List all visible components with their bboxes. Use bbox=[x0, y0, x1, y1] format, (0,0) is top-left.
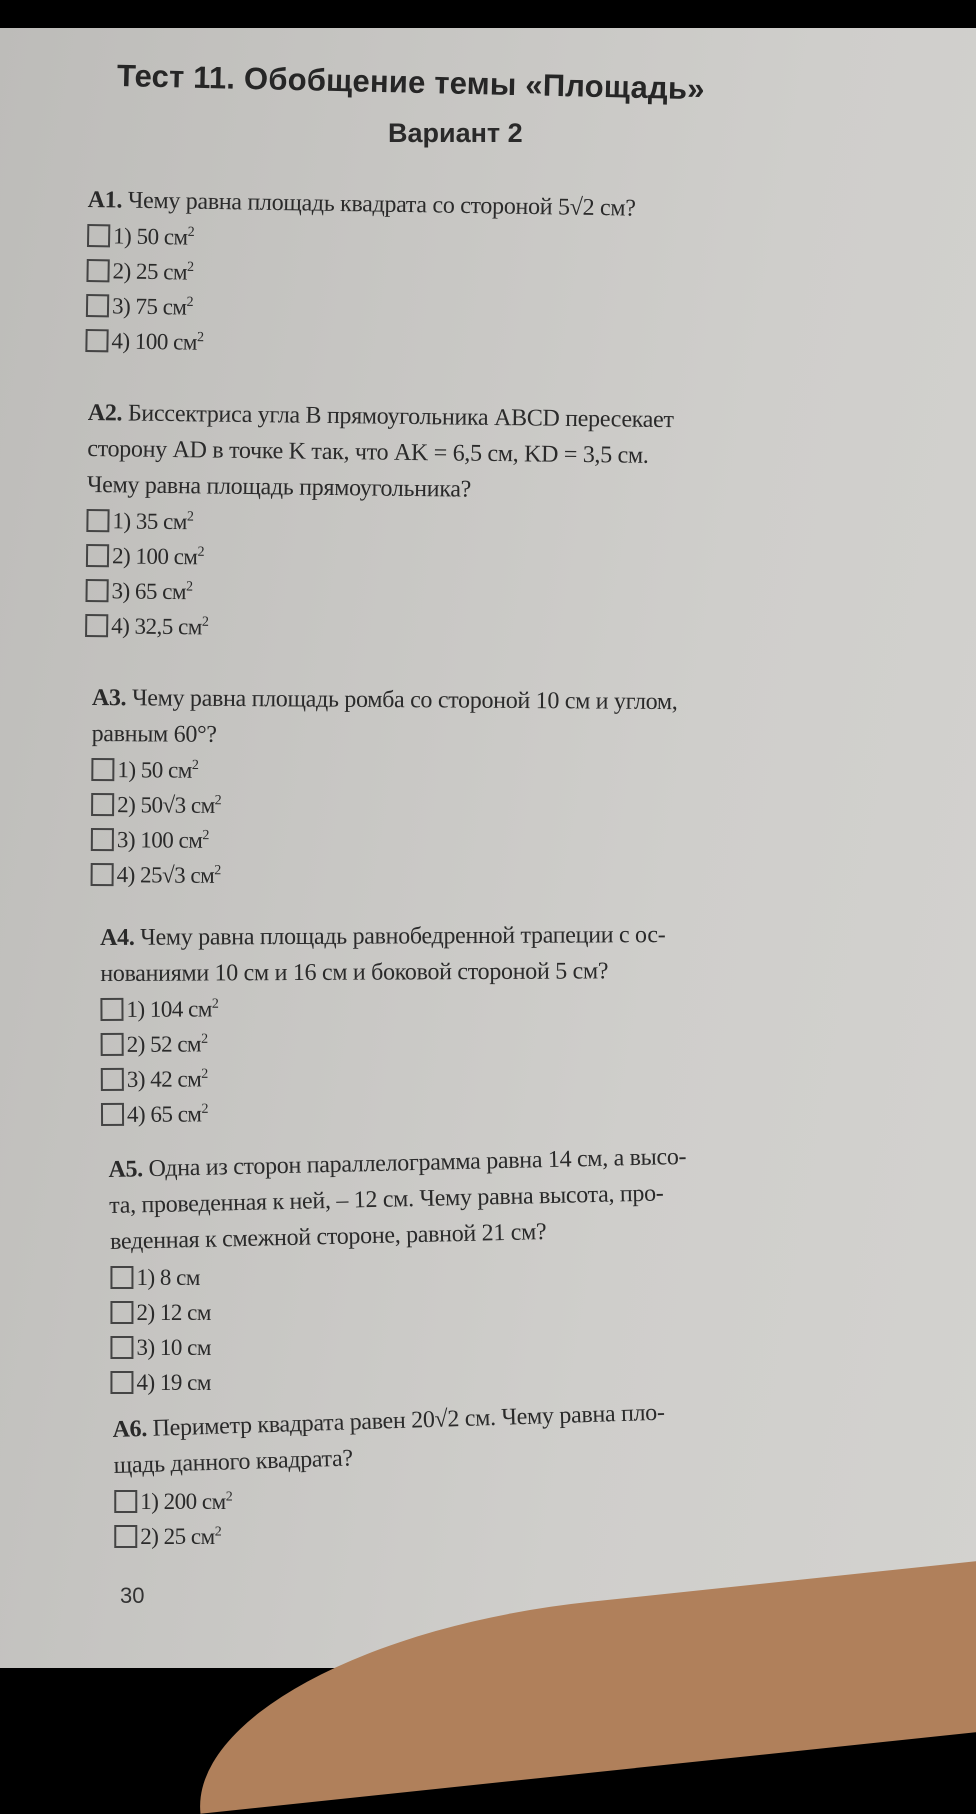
question-number: А6. bbox=[112, 1415, 148, 1443]
table-surface bbox=[183, 1559, 976, 1814]
answer-option[interactable]: 3) 65 $см^2$ bbox=[85, 573, 885, 618]
checkbox[interactable] bbox=[101, 1033, 124, 1056]
question-number: А1. bbox=[87, 186, 123, 214]
checkbox[interactable] bbox=[86, 509, 109, 532]
question-a6 bbox=[112, 1387, 916, 1554]
checkbox[interactable] bbox=[110, 1266, 133, 1289]
checkbox[interactable] bbox=[110, 1371, 133, 1394]
question-a5 bbox=[108, 1134, 913, 1400]
checkbox[interactable] bbox=[114, 1525, 137, 1548]
question-a1 bbox=[85, 182, 888, 371]
answer-option[interactable]: 2) 52 $см^2$ bbox=[101, 1023, 901, 1062]
checkbox[interactable] bbox=[85, 579, 108, 602]
answer-options bbox=[85, 218, 887, 371]
top-black-bar bbox=[0, 0, 976, 28]
answer-options bbox=[85, 503, 887, 653]
answer-option[interactable]: 1) 8 см bbox=[110, 1260, 910, 1295]
answer-option[interactable]: 2) 25 $см^2$ bbox=[114, 1519, 914, 1554]
checkbox[interactable] bbox=[110, 1336, 133, 1359]
question-a4 bbox=[100, 916, 901, 1132]
answer-option[interactable]: 2) 100 $см^2$ bbox=[86, 538, 886, 583]
answer-option[interactable]: 3) 10 см bbox=[110, 1330, 910, 1365]
answer-option[interactable]: 4) 100 $см^2$ bbox=[85, 323, 885, 371]
answer-options bbox=[100, 988, 901, 1132]
answer-option[interactable]: 2) 25 $см^2$ bbox=[86, 253, 886, 301]
checkbox[interactable] bbox=[91, 793, 114, 816]
question-text: Чему равна площадь ромба со стороной 10 см и углом, равным 60°? bbox=[91, 685, 678, 748]
answer-option[interactable]: 1) 200 $см^2$ bbox=[114, 1484, 914, 1519]
checkbox[interactable] bbox=[91, 828, 114, 851]
answer-option[interactable]: 4) 19 см bbox=[110, 1365, 910, 1400]
answer-option[interactable]: 4) 32,5 $см^2$ bbox=[85, 608, 885, 653]
question-number: А2. bbox=[87, 399, 123, 427]
answer-option[interactable]: 1) 104 $см^2$ bbox=[100, 988, 900, 1027]
question-number: А4. bbox=[100, 924, 135, 951]
question-text: Периметр квадрата равен 20√2 см. Чему равна пло- щадь данного квадрата? bbox=[113, 1399, 665, 1479]
question-text: Чему равна площадь квадрата со стороной 5√2 см? bbox=[127, 187, 636, 222]
checkbox[interactable] bbox=[85, 329, 108, 352]
answer-option[interactable]: 3) 100 $см^2$ bbox=[91, 822, 891, 863]
answer-option[interactable]: 1) 50 $см^2$ bbox=[91, 752, 891, 793]
checkbox[interactable] bbox=[100, 998, 123, 1021]
question-number: А5. bbox=[108, 1156, 144, 1183]
checkbox[interactable] bbox=[85, 614, 108, 637]
question-text: Биссектриса угла B прямоугольника ABCD пересекает сторону AD в точке K так, что AK = 6,5 см, KD = 3,5 см. Чему равна площадь прямоугольника? bbox=[86, 400, 674, 503]
checkbox[interactable] bbox=[114, 1490, 137, 1513]
question-text: Одна из сторон параллелограмма равна 14 см, а высо- та, проведенная к ней, – 12 см. Чему равна высота, про- веденная к смежной стороне, равной 21 см? bbox=[108, 1143, 687, 1255]
checkbox[interactable] bbox=[86, 294, 109, 317]
answer-option[interactable]: 3) 75 $см^2$ bbox=[86, 288, 886, 336]
checkbox[interactable] bbox=[101, 1103, 124, 1126]
checkbox[interactable] bbox=[87, 224, 110, 247]
answer-options bbox=[91, 752, 892, 898]
answer-option[interactable]: 1) 50 $см^2$ bbox=[87, 218, 887, 266]
question-a3 bbox=[91, 680, 892, 898]
checkbox[interactable] bbox=[91, 863, 114, 886]
answer-option[interactable]: 4) 65 $см^2$ bbox=[101, 1093, 901, 1132]
question-text: Чему равна площадь равнобедренной трапеции с ос- нованиями 10 см и 16 см и боковой стороной 5 см? bbox=[100, 922, 666, 987]
checkbox[interactable] bbox=[91, 758, 114, 781]
answer-option[interactable]: 1) 35 $см^2$ bbox=[86, 503, 886, 548]
answer-option[interactable]: 4) 25√3 $см^2$ bbox=[91, 857, 891, 898]
answer-option[interactable]: 3) 42 $см^2$ bbox=[101, 1058, 901, 1097]
answer-option[interactable]: 2) 12 см bbox=[110, 1295, 910, 1330]
checkbox[interactable] bbox=[86, 544, 109, 567]
page-number: 30 bbox=[120, 1583, 145, 1608]
checkbox[interactable] bbox=[86, 259, 109, 282]
checkbox[interactable] bbox=[110, 1301, 133, 1324]
page-title: Тест 11. Обобщение темы «Площадь» bbox=[116, 58, 706, 107]
answer-options bbox=[114, 1484, 914, 1554]
answer-options bbox=[110, 1260, 910, 1400]
variant-heading: Вариант 2 bbox=[388, 118, 523, 148]
checkbox[interactable] bbox=[101, 1068, 124, 1091]
question-a2 bbox=[85, 395, 888, 653]
answer-option[interactable]: 2) 50√3 $см^2$ bbox=[91, 787, 891, 828]
question-number: А3. bbox=[91, 684, 127, 712]
